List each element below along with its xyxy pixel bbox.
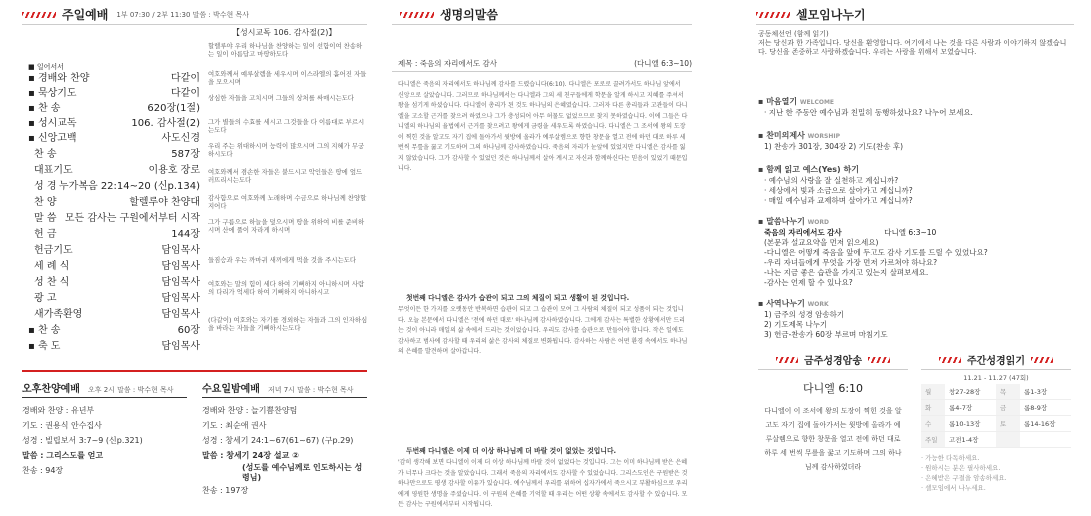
service-line: 기도 : 권용식 안수집사 [22,421,102,430]
step-line: · 매일 예수님과 교제하며 살아가고 계십니까? [764,196,913,205]
community-declaration [758,30,1073,57]
order-item-label: ▪ 성시교독 [28,118,77,129]
step-line: -감사는 언제 할 수 있나요? [764,278,853,287]
reading-note: · 은혜받은 구절을 암송하세요. [921,474,1007,482]
step-line: 1) 금주의 성경 암송하기 [764,310,845,319]
order-item-value: 담임목사 [161,277,200,288]
table-row [921,400,1071,416]
order-item-value: 사도신경 [161,133,200,144]
declaration-heading: 공동체선언 (함께 읽기) [758,30,829,38]
step-line: 2) 기도제목 나누기 [764,320,828,329]
order-item-label: ▪ 찬 송 [28,325,61,336]
reading-title: 주간성경읽기 [967,356,1025,367]
service-line: 찬송 : 94장 [22,466,64,475]
cell-title: 셀모임나누기 [796,8,866,22]
reading-table [921,384,1071,448]
order-item-value: 할렐루야 찬양대 [129,197,200,208]
service-line: 찬송 : 197장 [202,486,249,495]
step-word-title: ▪ 말씀나누기 [758,217,805,226]
section-divider [22,370,367,372]
worship-panel [22,0,367,516]
order-item-label: ■ 일어서서 [28,63,64,71]
step-work-title: ▪ 사역나누기 [758,299,805,308]
service-line: 경배와 찬양 : 늘기쁨찬양팀 [202,406,298,415]
cell-steps [758,96,1073,340]
order-item-value: 담임목사 [161,341,200,352]
step-worship-title: ▪ 찬미의제사 [758,131,805,140]
sermon-point-2: 두번째 다니엘은 이제 더 이상 하나님께 더 바랄 것이 없었는 것입니다. [406,447,617,455]
sermon-point-1: 첫번째 다니엘은 감사가 습관이 되고 그의 체질이 되고 생활이 된 것입니다. [406,294,630,302]
reading-range: 11.21 - 11.27 (47회) [963,374,1029,382]
worship-title: 주일예배 [62,8,109,22]
table-row [921,432,1071,448]
order-item-value: 담임목사 [161,293,200,304]
sermon-header [400,6,498,23]
order-item-label: ▪ 경배와 찬양 [28,73,90,84]
reading-verse: 여호와께서 겸손한 자들은 붙드시고 악인들은 땅에 엎드러뜨리시는도다 [208,168,363,184]
order-item-label: 찬 양 [34,197,57,208]
order-item-value: 담임목사 [161,261,200,272]
header-accent-icon [756,12,790,18]
reading-verse: 감사함으로 여호와께 노래하며 수금으로 하나님께 찬양할지어다 [208,194,367,210]
subject-divider [392,71,692,72]
sermon-subject: 제목 : 죽음의 자리에서도 감사 [398,59,498,68]
table-cell: 고전1-4장 [945,432,996,448]
reading-verse: 우리 주는 위대하시며 능력이 많으시며 그의 지혜가 무궁하시도다 [208,142,365,158]
reading-verse: 여호와는 말의 힘이 세다 하여 기뻐하지 아니하시며 사람의 다리가 억세다 하여 기뻐하지 아니하시고 [208,280,365,296]
step-line: 3) 헌금-찬송가 60장 부르며 마침기도 [764,330,888,339]
bible-reading [921,352,1071,493]
order-item-value: 다같이 [171,88,200,99]
service-line: 성경 : 창세기 24:1~67(61~67) (구p.29) [202,436,354,445]
table-cell: 롬4-7장 [945,400,996,416]
wednesday-sub: 저녁 7시 말씀 : 박수현 목사 [267,386,354,394]
reading-verse: 그가 구름으로 하늘을 덮으시며 땅을 위하여 비를 준비하시며 산에 풀이 자라게 하시며 [208,218,365,234]
table-cell: 목 [996,384,1020,400]
step-line: · 예수님의 사랑을 잘 실천하고 계십니까? [764,176,899,185]
header-divider [756,24,1074,25]
cell-panel [756,0,1074,516]
edu-label: 【성시교독 106. 감사절(2)】 [232,28,337,37]
accent-icon [939,357,961,363]
order-item-value: 이용호 장로 [148,165,200,176]
order-item-label: 찬 송 [34,149,57,160]
order-item-value: 담임목사 [161,309,200,320]
header-accent-icon [400,12,434,18]
accent-icon [868,357,890,363]
service-line: 말씀 : 창세기 24장 설교 ② [202,451,299,460]
table-cell [1020,432,1071,448]
worship-header [22,6,249,23]
table-cell: 수 [921,416,945,432]
order-item-label: 헌금기도 [34,245,73,256]
step-line: -나는 지금 좋은 습관을 가지고 있는지 살펴보세요. [764,268,929,277]
reading-verse: 상심한 자들을 고치시며 그들의 상처를 싸매시는도다 [208,94,354,102]
order-item-value: 144장 [171,229,200,240]
order-item-value: 60장 [177,325,200,336]
memory-verse [758,352,908,474]
table-row [921,384,1071,400]
order-item-label: 세 례 식 [34,261,70,272]
service-line: 기도 : 최순애 권사 [202,421,267,430]
afternoon-service [22,380,187,478]
declaration-text: 저는 당신과 한 가족입니다. 당신을 환영합니다. 여기에서 나는 것을 다른 사람과 이야기하지 않겠습니다. 당신을 존중하고 사랑하겠습니다. 우리는 사랑을 위해서 모였습니다. [758,39,1067,56]
reading-note: · 셀모임에서 나누세요. [921,484,986,492]
afternoon-sub: 오후 2시 말씀 : 박수현 목사 [87,386,174,394]
sermon-paragraph-3: '감히 생각해 보면 다니엘이 이제 더 이상 하나님께 바랄 것이 없었다는 것입니다. 그는 이미 하나님께 받은 은혜가 너무나 크다는 것을 알았습니다. 그래서 죽음의 자리에서도 감사할 수 있었습니다. 그리스도인은 구원받은 것 하나만으로도 평생 감사할 이유가 있습니다. 예수님께서 우리를 위하여 십자가에서 죽으시고 부활하심으로 우리에게 영원한 생명을 주셨습니다. 이 구원의 은혜를 기억할 때 우리는 어떤 상황 속에서도 감사할 수 있습니다. 모든 감사는 구원에서부터 시작됩니다. [398,459,688,508]
sermon-panel [392,0,692,516]
reading-note: · 원하시는 분은 필사하세요. [921,464,1001,472]
order-item-value: 누가복음 22:14~20 (신p.134) [59,181,200,192]
reading-verse: 여호와께서 예루살렘을 세우시며 이스라엘의 흩어진 자들을 모으시며 [208,70,367,86]
memory-reference: 다니엘 6:10 [802,382,864,395]
step-worship-en: WORSHIP [807,133,840,140]
responsive-reading [28,34,367,364]
step-word-en: WORD [807,219,829,226]
service-line: 성경 : 빌립보서 3:7~9 (신p.321) [22,436,143,445]
step-line: -우리 자녀들에게 무엇을 가장 먼저 가르쳐야 하나요? [764,258,938,267]
order-item-value: 다같이 [171,73,200,84]
table-cell: 롬8-9장 [1020,400,1071,416]
header-divider [22,24,367,25]
accent-icon [1031,357,1053,363]
sermon-reference: (다니엘 6:3~10) [634,59,692,68]
order-item-label: ▪ 축 도 [28,341,61,352]
table-cell: 주일 [921,432,945,448]
cell-header [756,6,866,23]
reading-verse: 들짐승과 우는 까마귀 새끼에게 먹을 것을 주시는도다 [208,256,357,264]
reading-note: · 가능한 다독하세요. [921,454,980,462]
worship-times: 1부 07:30 / 2부 11:30 말씀 : 박수현 목사 [116,10,250,19]
order-item-label: 헌 금 [34,229,57,240]
table-cell: 롬10-13장 [945,416,996,432]
step-line: · 세상에서 빛과 소금으로 살아가고 계십니까? [764,186,913,195]
wednesday-service [202,380,367,498]
table-cell: 롬14-16장 [1020,416,1071,432]
word-subject: 죽음의 자리에서도 감사 [764,228,842,237]
memory-text: 다니엘이 이 조서에 왕의 도장이 찍힌 것을 알고도 자기 집에 돌아가서는 윗방에 올라가 예루살렘으로 향한 창문을 열고 전에 하던 대로 하루 세 번씩 무릎을 꿇고 기도하며 그의 하나님께 감사하였더라 [764,407,902,471]
memory-title: 금주성경암송 [804,356,862,367]
sermon-paragraph-2: 무엇이든 한 가지를 오랫동안 반복하면 습관이 되고 그 습관이 모여 그 사람의 체질이 되고 성품이 되는 것입니다. 오늘 본문에서 다니엘은 '전에 하던 대로' 하나님께 감사하였습니다. 그에게 감사는 특별한 상황에서만 드리는 것이 아니라 매일의 삶 속에서 드리는 것이었습니다. 우리도 감사를 습관으로 만들어야 합니다. 작은 일에도 감사하고 범사에 감사할 때 우리의 삶은 감사의 체질로 변화됩니다. 감사하는 사람은 어떤 환경 속에서도 하나님의 은혜를 발견하며 살아갑니다. [398,306,688,355]
order-item-label: ▪ 찬 송 [28,103,61,114]
table-cell: 창27-28장 [945,384,996,400]
order-item-value: 106. 감사절(2) [131,118,200,129]
order-item-label: 대표기도 [34,165,73,176]
order-item-label: 말 씀 [34,213,57,224]
order-item-label: ▪ 묵상기도 [28,88,77,99]
order-item-value: 587장 [171,149,200,160]
word-reference: 다니엘 6:3~10 [884,228,937,237]
order-item-label: 성 경 [34,181,57,192]
order-item-label: ▪ 신앙고백 [28,133,77,144]
order-item-label: 광 고 [34,293,57,304]
step-line: (본문과 설교요약을 먼저 읽으세요) [764,238,879,247]
order-item-value: 620장(1절) [147,103,200,114]
table-cell: 토 [996,416,1020,432]
order-item-label: 성 찬 식 [34,277,70,288]
table-cell: 롬1-3장 [1020,384,1071,400]
step-welcome-en: WELCOME [799,99,835,106]
table-cell [996,432,1020,448]
accent-icon [776,357,798,363]
header-divider [392,24,692,25]
table-cell: 월 [921,384,945,400]
reading-verse: (다같이) 여호와는 자기를 경외하는 자들과 그의 인자하심을 바라는 자들을 기뻐하시는도다 [208,316,367,332]
wednesday-title: 수요일밤예배 [202,384,260,395]
order-item-label: 새가족환영 [34,309,83,320]
step-line: · 지난 한 주동안 예수님과 친밀히 동행하셨나요? 나누어 보세요. [764,108,973,117]
service-line: 말씀 : 그리스도를 얻고 [22,451,104,460]
service-line: (성도를 예수님께로 인도하시는 성령님) [242,463,363,482]
table-cell: 금 [996,400,1020,416]
step-welcome-title: ▪ 마음열기 [758,97,798,106]
table-cell: 화 [921,400,945,416]
order-item-value: 담임목사 [161,245,200,256]
table-row [921,416,1071,432]
sermon-title: 생명의말씀 [440,8,498,22]
step-line: -다니엘은 어떻게 죽음을 앞에 두고도 감사 기도를 드릴 수 있었나요? [764,248,988,257]
step-work-en: WORK [807,301,829,308]
step-line: 1) 찬송가 301장, 304장 2) 기도(찬송 후) [764,142,904,151]
header-accent-icon [22,12,56,18]
reading-verse: 그가 별들의 수효를 세시고 그것들을 다 이름대로 부르시는도다 [208,118,365,134]
reading-verse: 할렐루야 우리 하나님을 찬양하는 일이 선함이여 찬송하는 일이 아름답고 마땅하도다 [208,42,363,58]
sermon-paragraph-1: 다니엘은 죽음의 자리에서도 하나님께 감사를 드렸습니다(6:10). 다니엘은 포로로 끌려가서도 하나님 앞에서 신앙으로 살았습니다. 그러므로 하나님께서는 다니엘과 그의 세 친구들에게 학문을 알게 하시고 지혜를 주셔서 왕을 섬기게 하셨습니다. 다니엘이 총리가 된 것도 하나님의 은혜였습니다. 그러자 다른 총리들과 고관들이 다니엘을 고소할 근거를 찾으려 하였으나 그가 충성되어 아무 허물도 없었으므로 찾지 못하였습니다. 이에 그들은 다니엘의 하나님의 율법에서 근거를 찾으려고 왕에게 금령을 세우도록 하였습니다. 다니엘은 그 조서에 왕의 도장이 찍힌 것을 알고도 자기 집에 돌아가서 윗방에 올라가 예루살렘으로 향한 창문을 열고 전에 하던 대로 하루 세 번씩 무릎을 꿇고 기도하며 그의 하나님께 감사하였습니다. 죽음의 자리가 눈앞에 있었지만 다니엘은 감사를 잃지 않았습니다. 그가 감사할 수 있었던 것은 하나님께서 살아 계시고 자신과 함께하신다는 믿음이 있었기 때문입니다. [398,81,688,172]
afternoon-title: 오후찬양예배 [22,384,80,395]
step-read-title: ▪ 함께 읽고 예스(Yes) 하기 [758,165,859,174]
order-item-value: 모든 감사는 구원에서부터 시작 [64,213,200,224]
service-line: 경배와 찬양 : 유년부 [22,406,95,415]
